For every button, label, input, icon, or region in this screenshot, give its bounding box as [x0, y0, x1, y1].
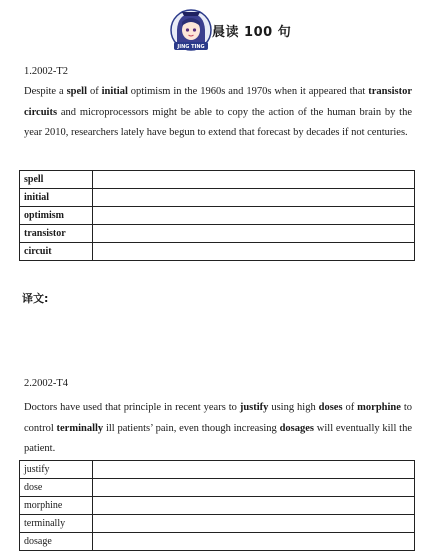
section2-vocab-table	[19, 460, 415, 551]
keyword: initial	[101, 86, 128, 97]
text-run: ill patients’ pain, even though increasing	[103, 422, 280, 434]
keyword: justify	[239, 402, 269, 413]
vocab-definition-blank[interactable]	[93, 207, 415, 225]
vocab-word: circuit	[20, 243, 93, 261]
anime-girl-logo-icon	[168, 8, 214, 54]
vocab-word: dose	[20, 479, 93, 497]
vocab-row	[20, 207, 415, 225]
section2-paragraph	[24, 398, 412, 460]
text-run: Despite a	[24, 86, 67, 97]
keyword: transistor circuits	[24, 86, 412, 118]
text-run: Doctors have used that principle in recent years to	[24, 402, 240, 413]
page-header	[0, 6, 427, 56]
vocab-definition-blank[interactable]	[93, 497, 415, 515]
keyword: terminally	[56, 422, 104, 434]
vocab-definition-blank[interactable]	[93, 243, 415, 261]
section2-label: 2.2002-T4	[24, 378, 69, 389]
vocab-word: spell	[20, 171, 93, 189]
vocab-word: morphine	[20, 497, 93, 515]
vocab-word: transistor	[20, 225, 93, 243]
vocab-definition-blank[interactable]	[93, 479, 415, 497]
vocab-row	[20, 243, 415, 261]
vocab-row	[20, 497, 415, 515]
vocab-definition-blank[interactable]	[93, 171, 415, 189]
section1-paragraph	[24, 82, 412, 144]
text-run: to control	[24, 402, 413, 434]
keyword: doses	[318, 402, 343, 413]
section1-label: 1.2002-T2	[24, 66, 69, 77]
text-run: and microprocessors might be able to copy the action of the human brain by the year 2010, researchers lately have begun to extend that forecast by decades if not centuries.	[24, 106, 412, 138]
vocab-row	[20, 533, 415, 551]
text-run: of	[342, 402, 358, 413]
vocab-word: initial	[20, 189, 93, 207]
vocab-definition-blank[interactable]	[93, 225, 415, 243]
vocab-row	[20, 225, 415, 243]
vocab-word: terminally	[20, 515, 93, 533]
vocab-word: justify	[20, 461, 93, 479]
keyword: spell	[66, 86, 88, 97]
vocab-row	[20, 461, 415, 479]
keyword: dosages	[279, 422, 314, 434]
text-run: will eventually kill the patient.	[24, 422, 412, 454]
section1-vocab-table	[19, 170, 415, 261]
vocab-word: optimism	[20, 207, 93, 225]
translation-label: 译文:	[22, 292, 49, 305]
text-run: of	[87, 86, 102, 97]
vocab-word: dosage	[20, 533, 93, 551]
vocab-definition-blank[interactable]	[93, 515, 415, 533]
vocab-row	[20, 189, 415, 207]
vocab-row	[20, 515, 415, 533]
text-run: using high	[268, 402, 319, 413]
vocab-row	[20, 479, 415, 497]
logo-text: JING TING	[177, 44, 205, 50]
vocab-definition-blank[interactable]	[93, 461, 415, 479]
vocab-row	[20, 171, 415, 189]
vocab-definition-blank[interactable]	[93, 189, 415, 207]
vocab-definition-blank[interactable]	[93, 533, 415, 551]
keyword: morphine	[357, 402, 401, 413]
text-run: optimism in the 1960s and 1970s when it appeared that	[127, 86, 369, 97]
page-title: 晨读 100 句	[212, 25, 292, 40]
